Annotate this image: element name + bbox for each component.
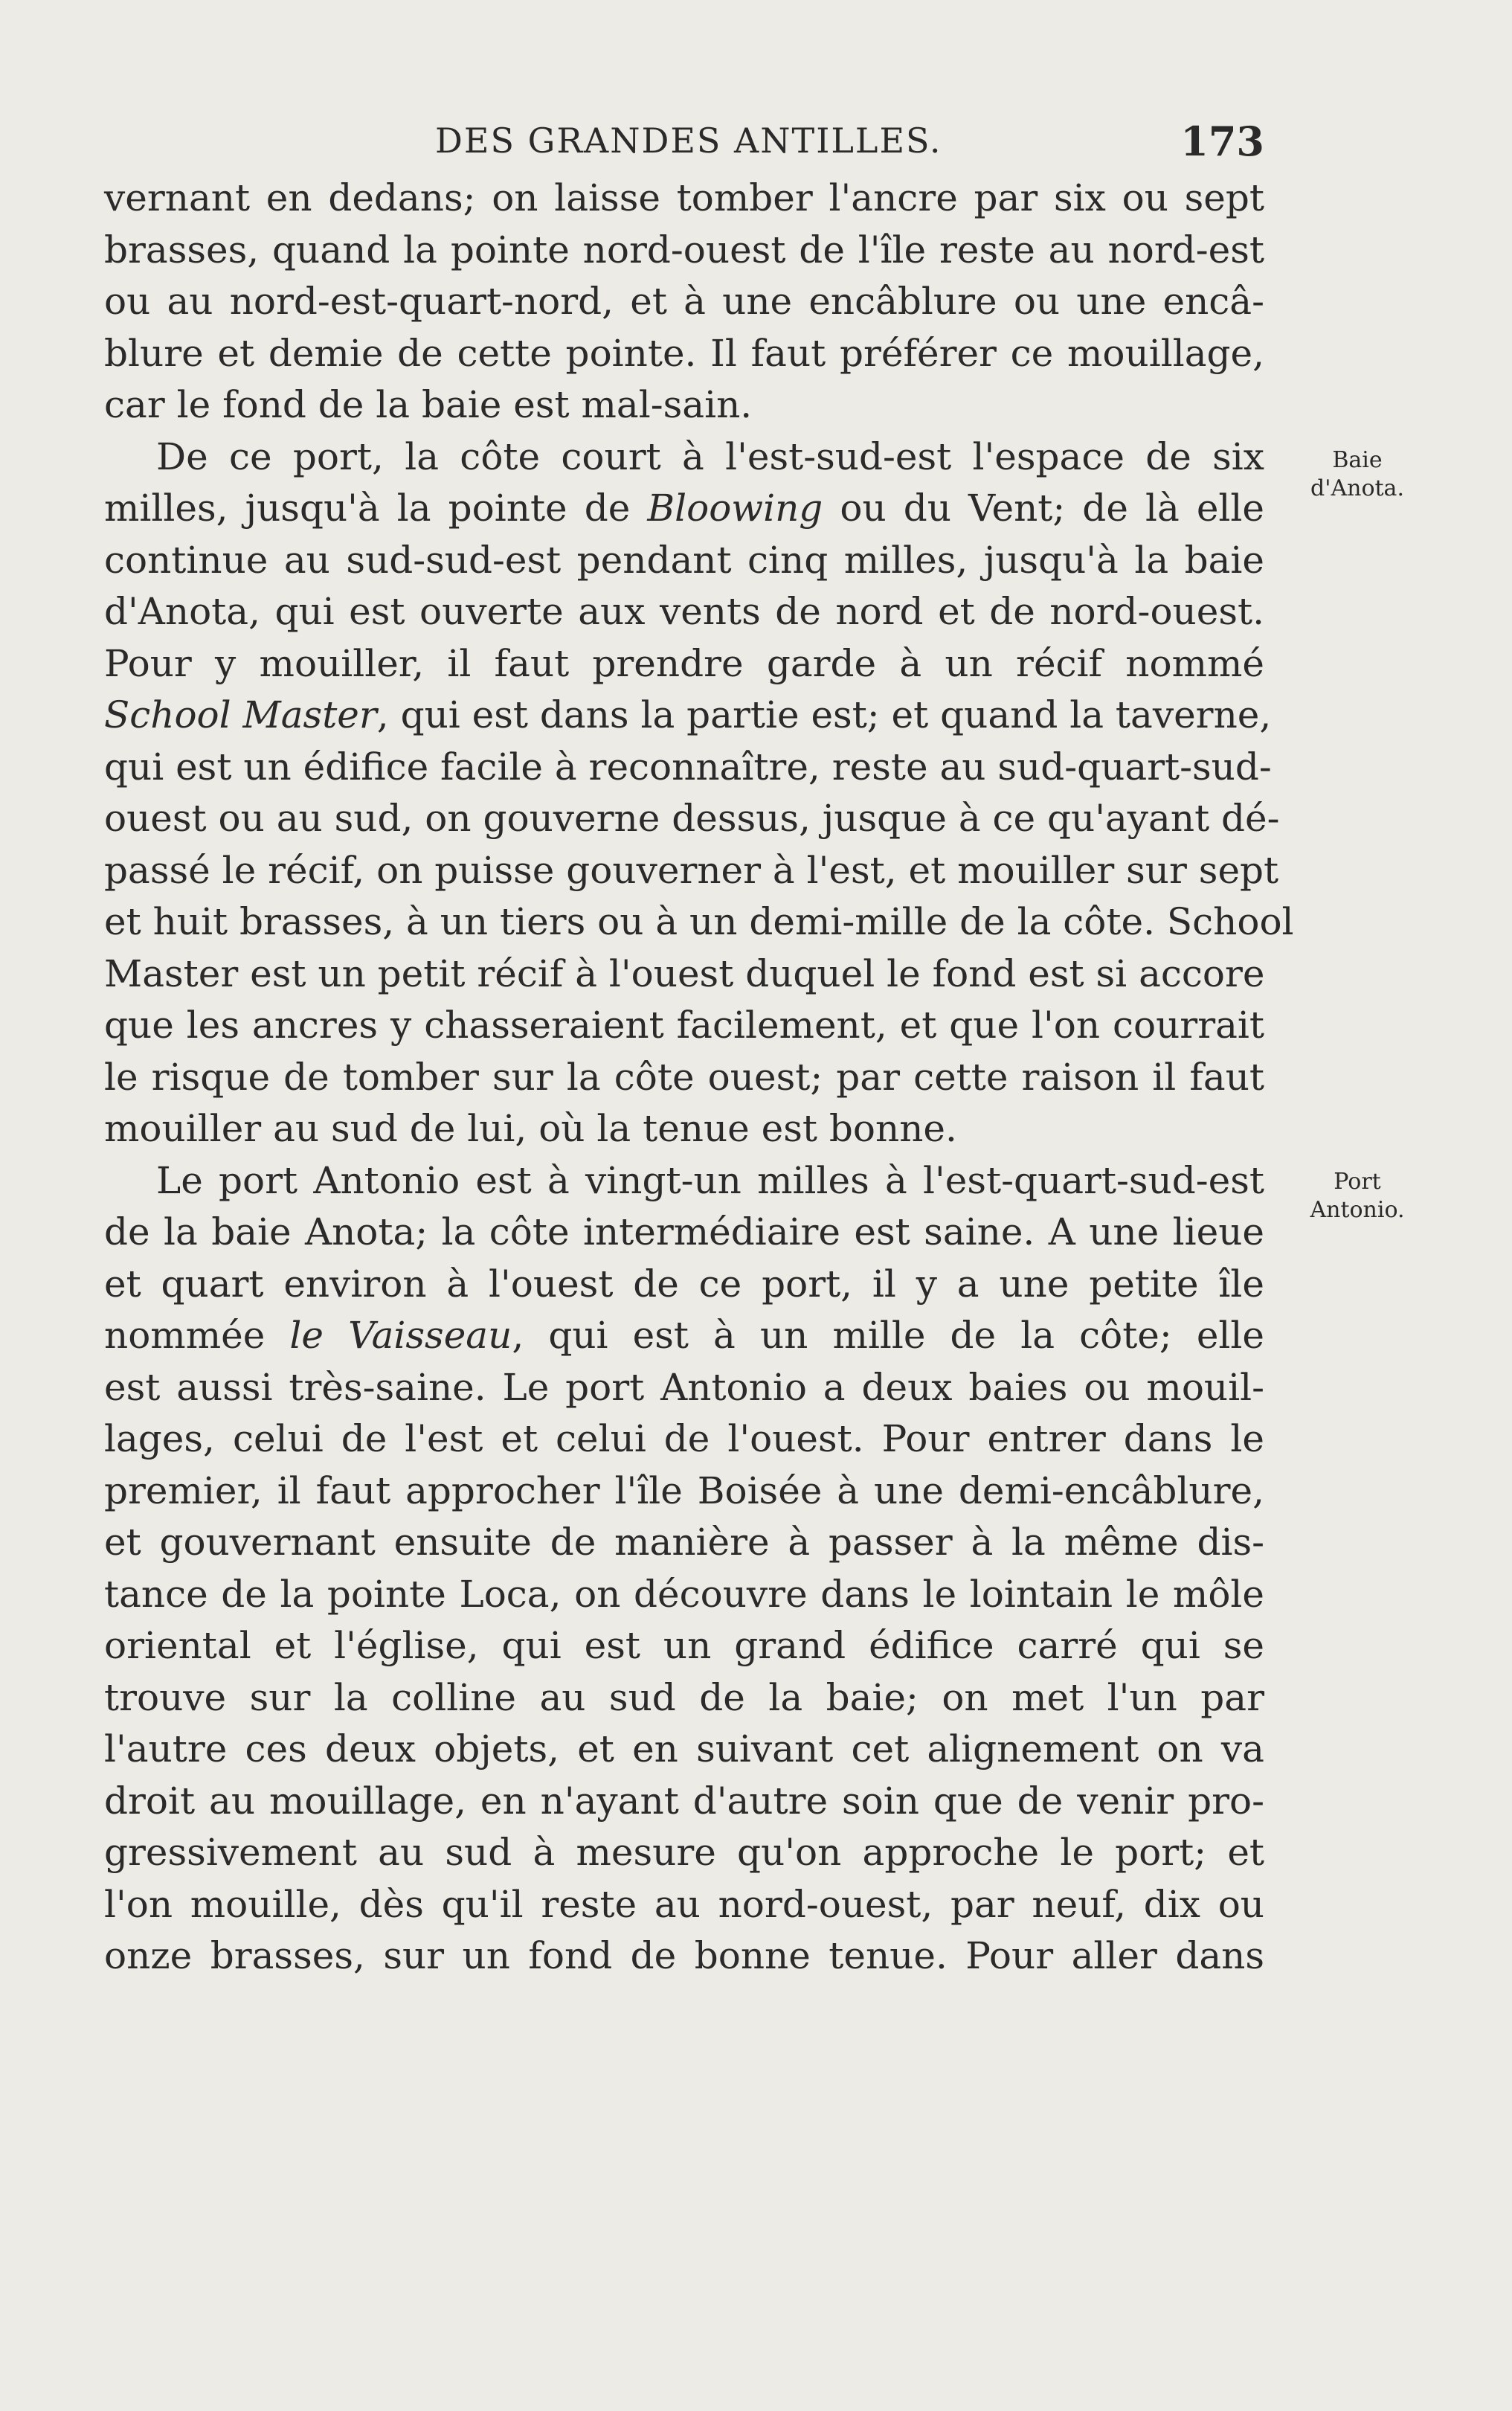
text-line xyxy=(104,1000,1264,1052)
text-segment: car le fond de la baie est mal-sain. xyxy=(104,383,753,426)
text-segment: tance de la pointe Loca, on découvre dans le lointain le môle xyxy=(104,1572,1264,1616)
text-line xyxy=(104,535,1264,587)
text-segment: lages, celui de l'est et celui de l'ouest. Pour entrer dans le xyxy=(104,1417,1264,1460)
text-segment: et gouvernant ensuite de manière à passer à la même dis- xyxy=(104,1521,1264,1564)
text-line xyxy=(104,1259,1264,1311)
text-line xyxy=(104,1569,1264,1621)
text-segment: l'on mouille, dès qu'il reste au nord-ouest, par neuf, dix ou xyxy=(104,1882,1264,1926)
running-title: DES GRANDES ANTILLES. xyxy=(435,121,942,161)
text-segment: le risque de tomber sur la côte ouest; par cette raison il faut xyxy=(104,1055,1264,1099)
text-line xyxy=(104,431,1264,484)
margin-note-line: Baie xyxy=(1332,447,1383,473)
text-line xyxy=(104,1930,1264,1983)
text-segment: et huit brasses, à un tiers ou à un demi-mille de la côte. School xyxy=(104,900,1294,943)
text-line xyxy=(104,483,1264,535)
text-line xyxy=(104,586,1264,638)
text-line xyxy=(104,1052,1264,1104)
text-segment: premier, il faut approcher l'île Boisée à une demi-encâblure, xyxy=(104,1468,1264,1512)
text-line xyxy=(104,1517,1264,1569)
text-segment: vernant en dedans; on laisse tomber l'ancre par six ou sept xyxy=(104,176,1264,219)
text-segment: de la baie Anota; la côte intermédiaire est saine. A une lieue xyxy=(104,1210,1264,1253)
text-segment: est aussi très-saine. Le port Antonio a deux baies ou mouil- xyxy=(104,1365,1264,1409)
text-segment: qui est un édifice facile à reconnaître, reste au sud-quart-sud- xyxy=(104,745,1272,789)
text-line xyxy=(104,1207,1264,1259)
page-header xyxy=(104,112,1264,171)
margin-note-line: Port xyxy=(1334,1169,1381,1195)
text-line xyxy=(104,1362,1264,1414)
text-line xyxy=(104,793,1280,845)
margin-note-baie-anota xyxy=(1294,446,1421,503)
text-line xyxy=(104,328,1264,380)
text-segment: oriental et l'église, qui est un grand édifice carré qui se xyxy=(104,1624,1264,1667)
margin-note-line: d'Anota. xyxy=(1310,475,1404,501)
text-segment: blure et demie de cette pointe. Il faut préférer ce mouillage, xyxy=(104,331,1264,375)
text-segment: ou du Vent; de là elle xyxy=(823,487,1264,530)
text-segment: mouiller au sud de lui, où la tenue est bonne. xyxy=(104,1107,957,1150)
text-segment: , qui est dans la partie est; et quand la taverne, xyxy=(376,693,1272,736)
text-segment: trouve sur la colline au sud de la baie; on met l'un par xyxy=(104,1675,1264,1719)
text-segment: , qui est à un mille de la côte; elle xyxy=(512,1314,1264,1357)
text-segment: ou au nord-est-quart-nord, et à une encâblure ou une encâ- xyxy=(104,280,1264,323)
margin-note-line: Antonio. xyxy=(1310,1197,1405,1223)
body-text xyxy=(104,173,1294,1983)
text-segment: d'Anota, qui est ouverte aux vents de nord et de nord-ouest. xyxy=(104,590,1264,633)
text-line xyxy=(104,276,1264,328)
text-segment: Le port Antonio est à vingt-un milles à l'est-quart-sud-est xyxy=(156,1158,1264,1202)
text-segment: que les ancres y chasseraient facilement, et que l'on courrait xyxy=(104,1004,1264,1047)
italic-term: Bloowing xyxy=(647,487,823,530)
text-line xyxy=(104,1310,1264,1362)
text-segment: Master est un petit récif à l'ouest duquel le fond est si accore xyxy=(104,951,1265,995)
text-line xyxy=(104,1672,1264,1724)
text-line xyxy=(104,1827,1264,1879)
text-segment: continue au sud-sud-est pendant cinq milles, jusqu'à la baie xyxy=(104,538,1264,582)
text-segment: De ce port, la côte court à l'est-sud-est l'espace de six xyxy=(156,434,1264,478)
text-segment: droit au mouillage, en n'ayant d'autre soin que de venir pro- xyxy=(104,1779,1264,1823)
page-number: 173 xyxy=(1180,118,1264,165)
text-segment: ouest ou au sud, on gouverne dessus, jusque à ce qu'ayant dé- xyxy=(104,797,1280,840)
text-line xyxy=(104,1103,1264,1155)
text-segment: brasses, quand la pointe nord-ouest de l'île reste au nord-est xyxy=(104,228,1264,272)
italic-term: le Vaisseau xyxy=(289,1314,512,1357)
text-line xyxy=(104,638,1264,690)
text-segment: gressivement au sud à mesure qu'on approche le port; et xyxy=(104,1831,1264,1874)
text-line xyxy=(104,948,1264,1001)
text-line xyxy=(104,742,1272,794)
text-line xyxy=(104,1724,1264,1776)
text-line xyxy=(104,225,1264,277)
text-line xyxy=(104,690,1272,742)
text-segment: milles, jusqu'à la pointe de xyxy=(104,487,648,530)
text-segment: et quart environ à l'ouest de ce port, il y a une petite île xyxy=(104,1262,1264,1306)
text-segment: onze brasses, sur un fond de bonne tenue. Pour aller dans xyxy=(104,1934,1264,1977)
text-line xyxy=(104,896,1294,948)
text-segment: nommée xyxy=(104,1314,290,1357)
text-line xyxy=(104,1776,1264,1828)
text-line xyxy=(104,379,1264,431)
text-segment: l'autre ces deux objets, et en suivant cet alignement on va xyxy=(104,1727,1264,1770)
text-line xyxy=(104,1465,1264,1518)
text-segment: Pour y mouiller, il faut prendre garde à un récif nommé xyxy=(104,641,1264,685)
text-line xyxy=(104,173,1264,225)
text-line xyxy=(104,1155,1264,1207)
text-line xyxy=(104,1620,1264,1672)
text-line xyxy=(104,845,1279,897)
text-line xyxy=(104,1879,1264,1931)
text-segment: passé le récif, on puisse gouverner à l'est, et mouiller sur sept xyxy=(104,848,1279,892)
italic-term: School Master xyxy=(104,693,377,736)
margin-note-port-antonio xyxy=(1294,1168,1421,1224)
text-line xyxy=(104,1413,1264,1465)
